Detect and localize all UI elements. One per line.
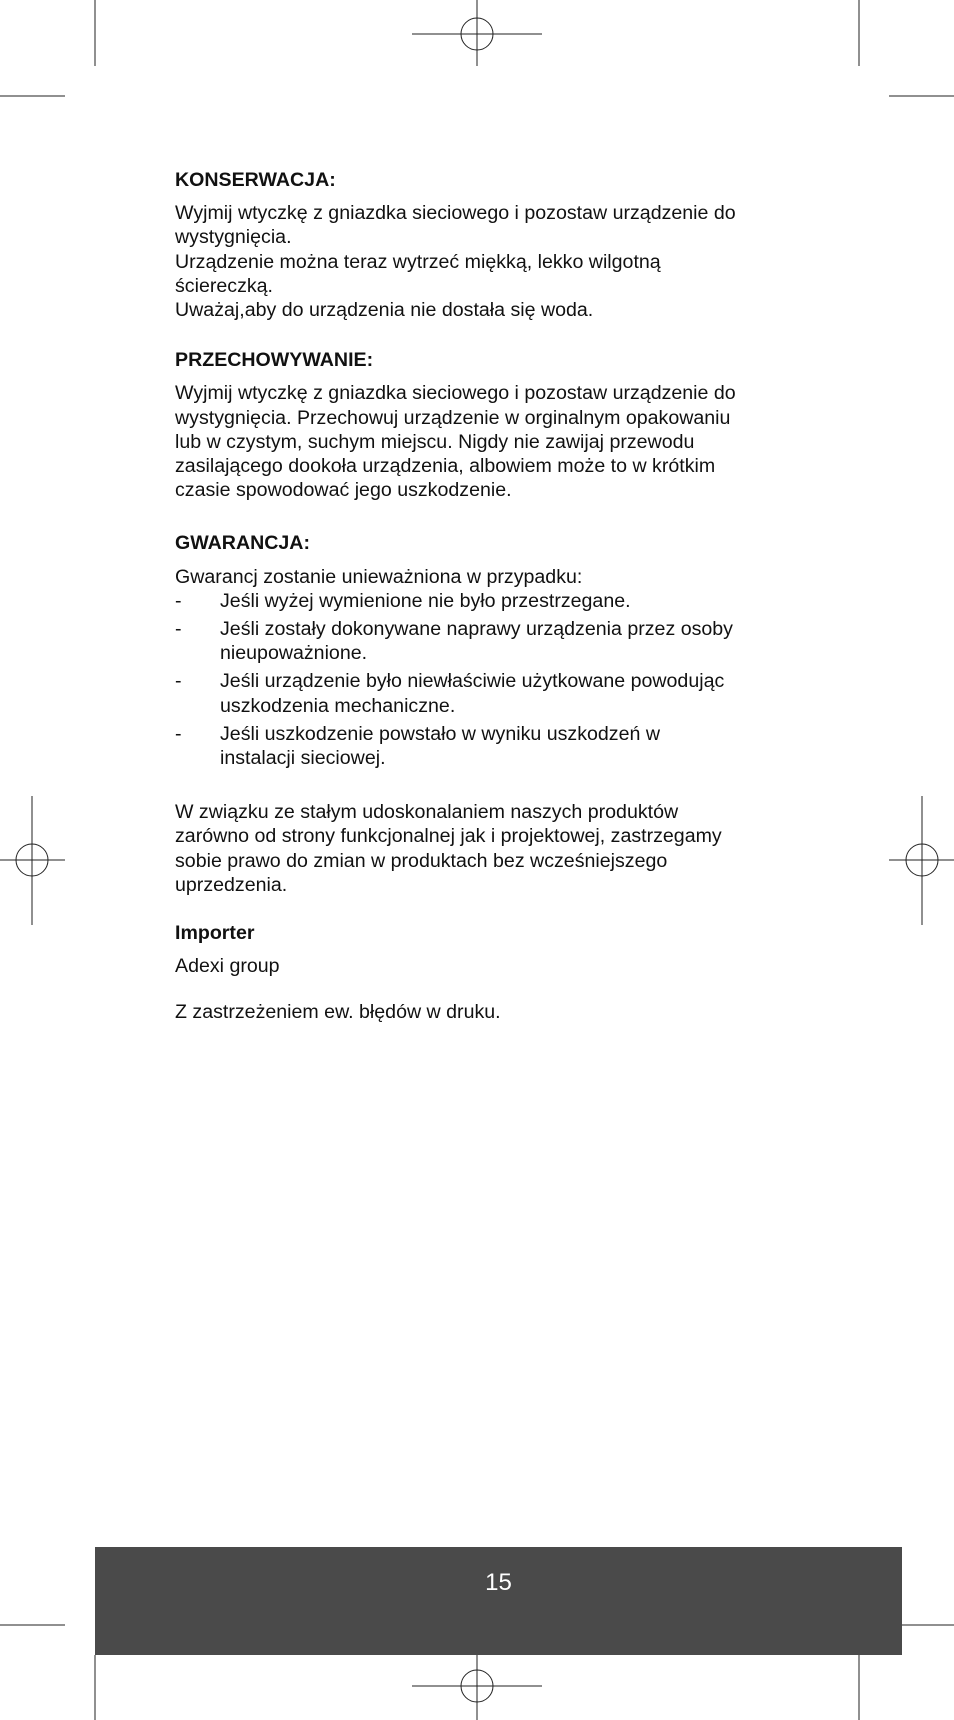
konserwacja-text xyxy=(175,201,795,322)
heading-przechowywanie: PRZECHOWYWANIE: xyxy=(175,349,374,372)
text-line: Urządzenie można teraz wytrzeć miękką, lekko wilgotną xyxy=(175,250,661,273)
warranty-conditions-list xyxy=(175,589,795,770)
page-footer-bar xyxy=(95,1547,902,1655)
text-line: zasilającego dookoła urządzenia, albowiem może to w krótkim xyxy=(175,455,716,478)
text-line: czasie spowodować jego uszkodzenie. xyxy=(175,479,512,502)
text-line: ściereczką. xyxy=(175,274,273,297)
text-line: Jeśli uszkodzenie powstało w wyniku uszkodzeń w xyxy=(220,722,660,745)
text-line: wystygnięcia. xyxy=(175,226,292,249)
heading-gwarancja: GWARANCJA: xyxy=(175,532,310,555)
text-line: instalacji sieciowej. xyxy=(220,747,386,770)
text-line: sobie prawo do zmian w produktach bez wcześniejszego xyxy=(175,849,668,872)
text-line: Jeśli urządzenie było niewłaściwie użytkowane powodując xyxy=(220,670,725,693)
dash-bullet: - xyxy=(175,618,182,641)
text-line: nieupoważnione. xyxy=(220,642,368,665)
print-disclaimer: Z zastrzeżeniem ew. błędów w druku. xyxy=(175,1001,501,1024)
list-item xyxy=(175,722,795,770)
text-line: Jeśli wyżej wymienione nie było przestrzegane. xyxy=(220,589,631,612)
text-line: zarówno od strony funkcjonalnej jak i projektowej, zastrzegamy xyxy=(175,825,722,848)
importer-name: Adexi group xyxy=(175,955,280,978)
page-content xyxy=(175,168,795,1025)
heading-konserwacja: KONSERWACJA: xyxy=(175,169,336,191)
przechowywanie-text xyxy=(175,381,795,502)
gwarancja-intro: Gwarancj zostanie unieważniona w przypadku: xyxy=(175,565,583,588)
dash-bullet: - xyxy=(175,670,182,693)
text-line: uprzedzenia. xyxy=(175,873,288,896)
heading-importer: Importer xyxy=(175,922,255,945)
text-line: lub w czystym, suchym miejscu. Nigdy nie zawijaj przewodu xyxy=(175,430,695,453)
dash-bullet: - xyxy=(175,722,182,745)
notice-text xyxy=(175,800,795,897)
page-number: 15 xyxy=(485,1569,512,1596)
list-item xyxy=(175,589,795,613)
text-line: Uważaj,aby do urządzenia nie dostała się woda. xyxy=(175,299,594,322)
text-line: wystygnięcia. Przechowuj urządzenie w orginalnym opakowaniu xyxy=(175,406,731,429)
text-line: Wyjmij wtyczkę z gniazdka sieciowego i pozostaw urządzenie do xyxy=(175,202,736,225)
text-line: W związku ze stałym udoskonalaniem naszych produktów xyxy=(175,801,679,824)
dash-bullet: - xyxy=(175,589,182,612)
text-line: uszkodzenia mechaniczne. xyxy=(220,694,456,717)
text-line: Jeśli zostały dokonywane naprawy urządzenia przez osoby xyxy=(220,618,733,641)
text-line: Wyjmij wtyczkę z gniazdka sieciowego i pozostaw urządzenie do xyxy=(175,382,736,405)
list-item xyxy=(175,617,795,665)
list-item xyxy=(175,669,795,717)
